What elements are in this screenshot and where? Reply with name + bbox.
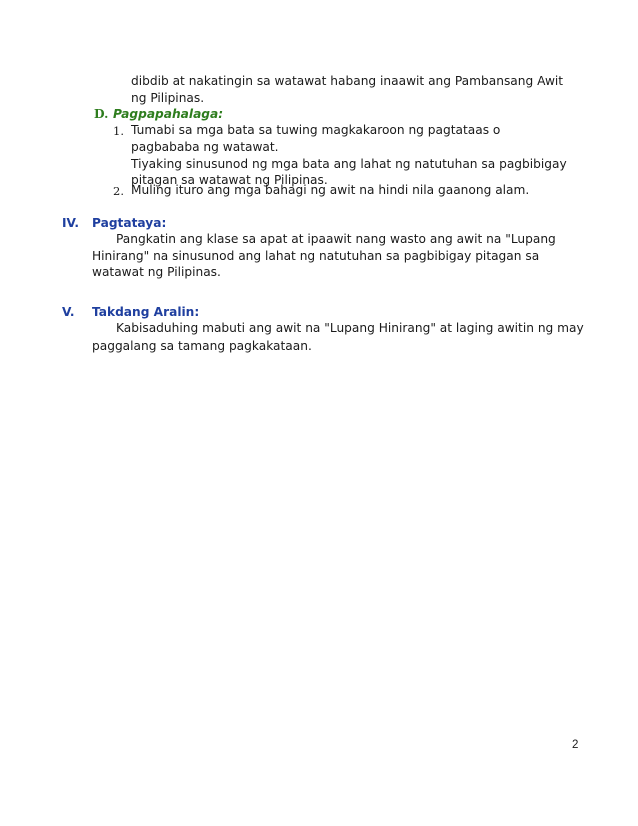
section-d-marker: D. bbox=[94, 107, 109, 121]
section-iv-marker: IV. bbox=[62, 216, 80, 230]
section-v-line-1: Kabisaduhing mabuti ang awit na "Lupang Hinirang" at laging awitin ng may bbox=[116, 321, 584, 335]
section-v-line-2: paggalang sa tamang pagkakataan. bbox=[92, 339, 312, 353]
section-d-title: Pagpapahalaga: bbox=[113, 107, 224, 121]
page-number: 2 bbox=[572, 739, 579, 751]
section-iv-line-1: Pangkatin ang klase sa apat at ipaawit nang wasto ang awit na "Lupang bbox=[116, 232, 556, 246]
continuation-line-2: ng Pilipinas. bbox=[131, 91, 205, 105]
section-v-title: Takdang Aralin: bbox=[92, 305, 200, 319]
item-2-number: 2. bbox=[113, 184, 124, 198]
item-1-line-4: pitagan sa watawat ng Pilipinas. bbox=[131, 173, 328, 187]
continuation-line-1: dibdib at nakatingin sa watawat habang inaawit ang Pambansang Awit bbox=[131, 74, 564, 88]
item-2-line-1: Muling ituro ang mga bahagi ng awit na hindi nila gaanong alam. bbox=[131, 183, 530, 197]
section-iv-title: Pagtataya: bbox=[92, 216, 167, 230]
section-iv-line-3: watawat ng Pilipinas. bbox=[92, 265, 221, 279]
item-1-line-2: pagbababa ng watawat. bbox=[131, 140, 279, 154]
item-1-line-3: Tiyaking sinusunod ng mga bata ang lahat ng natutuhan sa pagbibigay bbox=[131, 157, 567, 171]
item-1-number: 1. bbox=[113, 124, 124, 138]
section-iv-line-2: Hinirang" na sinusunod ang lahat ng natutuhan sa pagbibigay pitagan sa bbox=[92, 249, 540, 263]
item-1-line-1: Tumabi sa mga bata sa tuwing magkakaroon ng pagtataas o bbox=[131, 123, 501, 137]
section-v-marker: V. bbox=[62, 305, 75, 319]
